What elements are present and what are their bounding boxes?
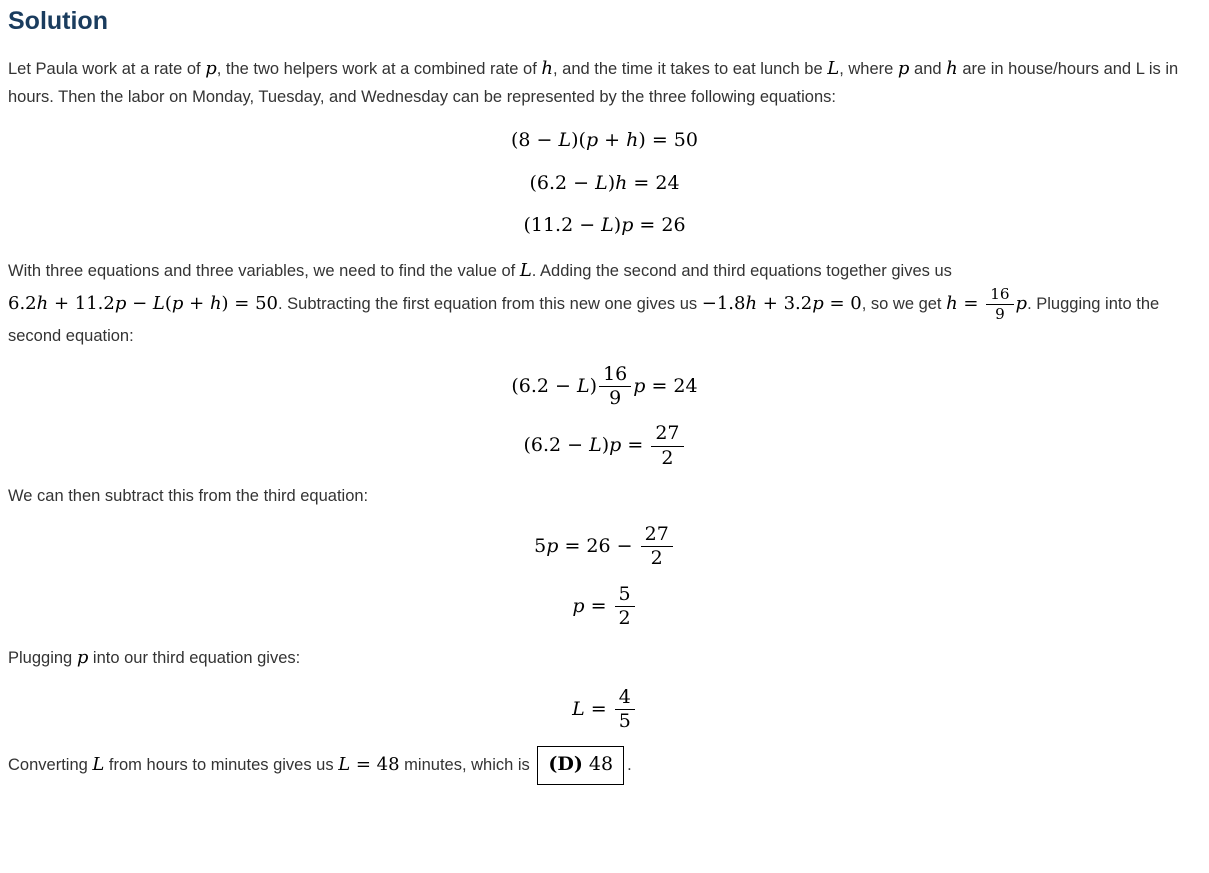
fraction: $\frac{16}{9}$ bbox=[597, 364, 633, 410]
inline-math: L = 48 bbox=[338, 754, 400, 776]
inline-math: h bbox=[946, 58, 958, 79]
inline-math: (6.2 − L)h = 24 bbox=[529, 171, 680, 194]
inline-math: p = bbox=[572, 594, 613, 617]
inline-math: L bbox=[519, 259, 532, 281]
fraction: $\frac{27}{2}$ bbox=[649, 423, 685, 469]
page-title: Solution bbox=[8, 7, 108, 35]
inline-math: L = bbox=[572, 697, 613, 720]
solution-article bbox=[8, 6, 1201, 785]
inline-math: (11.2 − L)p = 26 bbox=[523, 214, 686, 237]
inline-math: 5p = 26 − bbox=[534, 534, 639, 557]
equation-substitute-h bbox=[8, 364, 1201, 410]
paragraph-setup: Let Paula work at a rate of p, the two helpers work at a combined rate of h, and the time it takes to eat lunch be L, where p and h are in house/hours and L is in hours. Then the labor on Monday, Tuesday, and Wednesday can be represented by the three following equations: bbox=[8, 58, 1179, 106]
boxed-answer: (D) 48 bbox=[537, 746, 624, 784]
inline-math: (6.2 − L) bbox=[511, 374, 598, 397]
paragraph-plug-p: Plugging p into our third equation gives: bbox=[8, 647, 301, 669]
equation-simplified-second bbox=[8, 423, 1201, 469]
inline-math: p = 24 bbox=[633, 374, 698, 397]
equation-monday bbox=[8, 128, 1201, 154]
fraction: $\frac{5}{2}$ bbox=[613, 584, 637, 630]
paragraph-conclusion: Converting L from hours to minutes gives us L = 48 minutes, which is (D) 48 . bbox=[8, 746, 1201, 784]
inline-math: L bbox=[827, 58, 840, 79]
inline-math: h bbox=[541, 58, 553, 79]
fraction: $\frac{27}{2}$ bbox=[639, 524, 675, 570]
equation-l-value bbox=[8, 687, 1201, 733]
paragraph-subtract-third: We can then subtract this from the third equation: bbox=[8, 486, 369, 505]
equation-tuesday bbox=[8, 171, 1201, 197]
paragraph-solve-h: With three equations and three variables, we need to find the value of L. Adding the second and third equations together gives us 6.2h + 11.2p − L(p + h) = 50. Subtracting the first equation from this new one gives us −1.8h + 3.2p = 0, so we get h = $\frac{16}{9}$ p. Plugging into the second equation: bbox=[8, 259, 1160, 345]
inline-math: L bbox=[92, 754, 105, 776]
inline-math: p bbox=[205, 58, 217, 79]
inline-math: p bbox=[1015, 292, 1028, 314]
equation-wednesday bbox=[8, 213, 1201, 239]
inline-math: 6.2h + 11.2p − L(p + h) = 50 bbox=[8, 292, 278, 314]
inline-math: h = bbox=[946, 292, 985, 314]
equation-p-value bbox=[8, 584, 1201, 630]
inline-math: p bbox=[897, 58, 910, 79]
inline-math: p bbox=[76, 647, 89, 669]
fraction: $\frac{4}{5}$ bbox=[613, 687, 637, 733]
fraction: $\frac{16}{9}$ bbox=[984, 286, 1015, 323]
inline-math: (8 − L)(p + h) = 50 bbox=[511, 128, 698, 151]
equation-five-p bbox=[8, 524, 1201, 570]
inline-math: −1.8h + 3.2p = 0 bbox=[701, 292, 862, 314]
inline-math: (6.2 − L)p = bbox=[523, 434, 650, 457]
